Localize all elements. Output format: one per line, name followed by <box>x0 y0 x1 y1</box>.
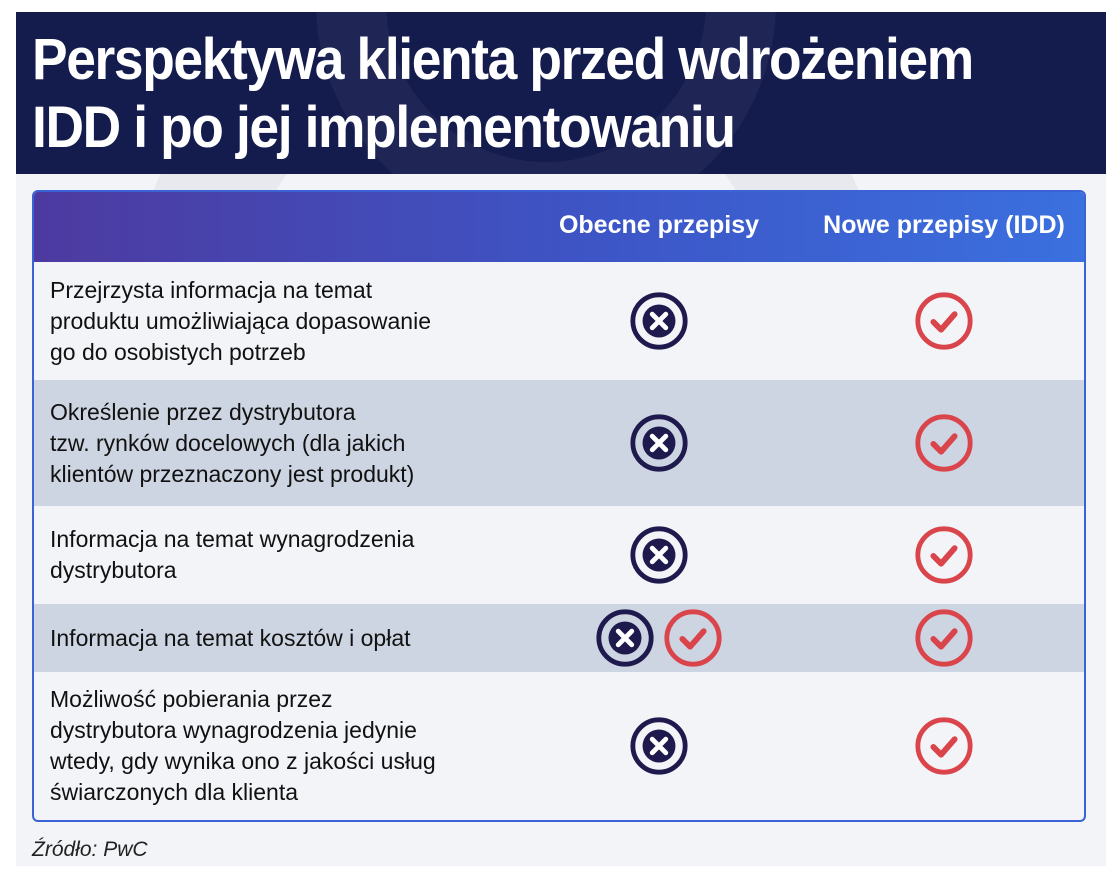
row-label-line: Informacja na temat kosztów i opłat <box>50 624 411 651</box>
column-header-new: Nowe przepisy (IDD) <box>823 211 1065 239</box>
cell-new <box>804 262 1084 380</box>
cell-current <box>534 262 784 380</box>
row-label-line: dystrybutora wynagrodzenia jedynie <box>50 717 417 743</box>
column-header-current: Obecne przepisy <box>558 211 760 239</box>
row-label-line: Przejrzysta informacja na temat <box>50 276 373 303</box>
cross-icon <box>594 607 656 669</box>
row-label-line: tzw. rynków docelowych (dla jakich <box>50 429 406 456</box>
cross-icon <box>628 290 690 352</box>
cross-icon <box>628 524 690 586</box>
cell-new <box>804 506 1084 604</box>
row-label-line: produktu umożliwiająca dopasowanie <box>50 307 432 334</box>
row-label-line: dystrybutora <box>50 557 177 583</box>
check-icon <box>913 412 975 474</box>
cell-new <box>804 604 1084 672</box>
check-icon <box>913 290 975 352</box>
row-label-line: Informacja na temat wynagrodzenia <box>50 526 415 552</box>
check-icon <box>913 524 975 586</box>
source-note: Źródło: PwC <box>32 838 148 861</box>
check-icon <box>913 715 975 777</box>
title-line-2: IDD i po jej implementowaniu <box>32 95 735 160</box>
row-label-line: świarczonych dla klienta <box>50 779 299 805</box>
table-row <box>34 604 1084 672</box>
row-label-line: klientów przeznaczony jest produkt) <box>50 460 415 487</box>
cell-new <box>804 672 1084 820</box>
row-label-line: Możliwość pobierania przez <box>50 686 333 712</box>
check-icon <box>913 607 975 669</box>
row-label <box>50 262 530 380</box>
table-row <box>34 672 1084 820</box>
table-row <box>34 380 1084 506</box>
row-label-line: wtedy, gdy wynika ono z jakości usług <box>50 748 436 774</box>
row-label <box>50 604 530 672</box>
row-label-line: go do osobistych potrzeb <box>50 338 306 365</box>
cell-current <box>534 380 784 506</box>
cross-icon <box>628 412 690 474</box>
table-header <box>34 192 1084 262</box>
comparison-table <box>32 190 1086 822</box>
cell-current <box>534 604 784 672</box>
row-label-line: Określenie przez dystrybutora <box>50 398 356 425</box>
infographic <box>16 12 1106 866</box>
table-row <box>34 262 1084 380</box>
page-title <box>32 26 1007 162</box>
cell-new <box>804 380 1084 506</box>
row-label <box>50 506 530 604</box>
title-line-1: Perspektywa klienta przed wdrożeniem <box>32 27 973 92</box>
cell-current <box>534 672 784 820</box>
cross-icon <box>628 715 690 777</box>
table-row <box>34 506 1084 604</box>
cell-current <box>534 506 784 604</box>
header-banner <box>16 12 1106 174</box>
check-icon <box>662 607 724 669</box>
row-label <box>50 672 530 820</box>
row-label <box>50 380 530 506</box>
